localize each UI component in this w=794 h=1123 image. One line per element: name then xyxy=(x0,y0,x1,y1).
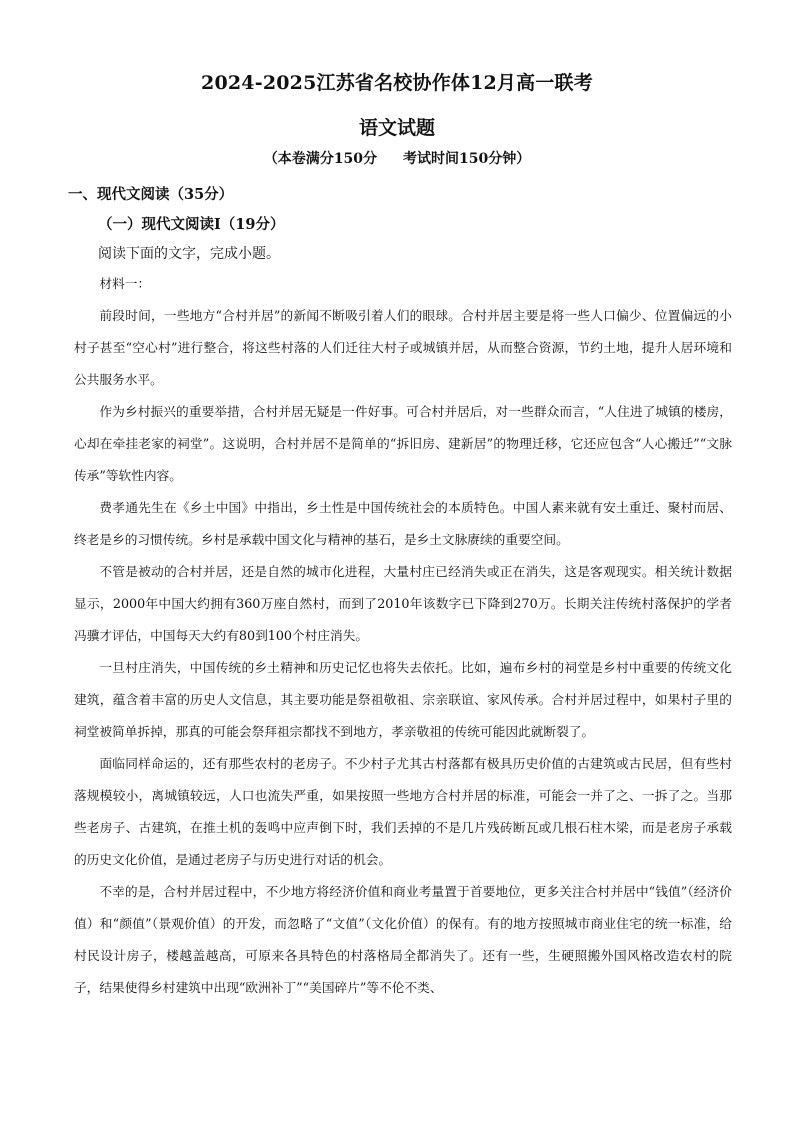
paragraph: 前段时间，一些地方“合村并居”的新闻不断吸引着人们的眼球。合村并居主要是将一些人口偏少、位置偏远的小村子甚至“空心村”进行整合，将这些村落的人们迁往大村子或城镇并居，从而整合资源，节约土地，提升人居环境和公共服务水平。 xyxy=(74,308,732,387)
paragraph: 作为乡村振兴的重要举措，合村并居无疑是一件好事。可合村并居后，对一些群众而言，“人住进了城镇的楼房，心却在牵挂老家的祠堂”。这说明，合村并居不是简单的“拆旧房、建新居”的物理迁移，它还应包含“人心搬迁”“文脉传承”等软性内容。 xyxy=(74,404,732,483)
exam-title: 2024-2025江苏省名校协作体12月高一联考 xyxy=(201,72,593,94)
time-info: 考试时间150分钟） xyxy=(403,151,531,167)
score-info: （本卷满分150分 xyxy=(263,151,377,167)
paragraph: 面临同样命运的，还有那些农村的老房子。不少村子尤其古村落都有极具历史价值的古建筑或古民居，但有些村落规模较小，离城镇较远，人口也流失严重，如果按照一些地方合村并居的标准，可能会一并了之、一拆了之。当那些老房子、古建筑，在推土机的轰鸣中应声倒下时，我们丢掉的不是几片残砖断瓦或几根石柱木梁，而是老房子承载的历史文化价值，是通过老房子与历史进行对话的机会。 xyxy=(74,756,732,867)
reading-instruction: 阅读下面的文字，完成小题。 xyxy=(98,246,280,262)
material-body xyxy=(74,268,732,1004)
material-label: 材料一： xyxy=(99,276,151,291)
section-subheading: （一）现代文阅读Ⅰ（19分） xyxy=(98,216,285,233)
section-heading: 一、现代文阅读（35分） xyxy=(68,186,234,203)
paragraph: 不管是被动的合村并居，还是自然的城市化进程，大量村庄已经消失或正在消失，这是客观现实。相关统计数据显示，2000年中国大约拥有360万座自然村，而到了2010年该数字已下降到270万。长期关注传统村落保护的学者冯骥才评估，中国每天大约有80到100个村庄消失。 xyxy=(74,564,732,643)
exam-subtitle: 语文试题 xyxy=(358,117,435,139)
paragraph: 不幸的是，合村并居过程中，不少地方将经济价值和商业考量置于首要地位，更多关注合村并居中“钱值”（经济价值）和“颜值”（景观价值）的开发，而忽略了“文值”（文化价值）的保有。有的地方按照城市商业住宅的统一标准，给村民设计房子，楼越盖越高，可原来各具特色的村落格局全都消失了。还有一些，生硬照搬外国风格改造农村的院子，结果使得乡村建筑中出现“欧洲补丁”“美国碎片”等不伦不类、 xyxy=(74,884,732,995)
exam-info xyxy=(0,148,794,168)
paragraph: 费孝通先生在《乡土中国》中指出，乡土性是中国传统社会的本质特色。中国人素来就有安土重迁、聚村而居、终老是乡的习惯传统。乡村是承载中国文化与精神的基石，是乡土文脉赓续的重要空间。 xyxy=(74,500,732,547)
paragraph: 一旦村庄消失，中国传统的乡土精神和历史记忆也将失去依托。比如，遍布乡村的祠堂是乡村中重要的传统文化建筑，蕴含着丰富的历史人文信息，其主要功能是祭祖敬祖、宗亲联谊、家风传承。合村并居过程中，如果村子里的祠堂被简单拆掉，那真的可能会祭拜祖宗都找不到地方，孝亲敬祖的传统可能因此就断裂了。 xyxy=(74,660,732,739)
